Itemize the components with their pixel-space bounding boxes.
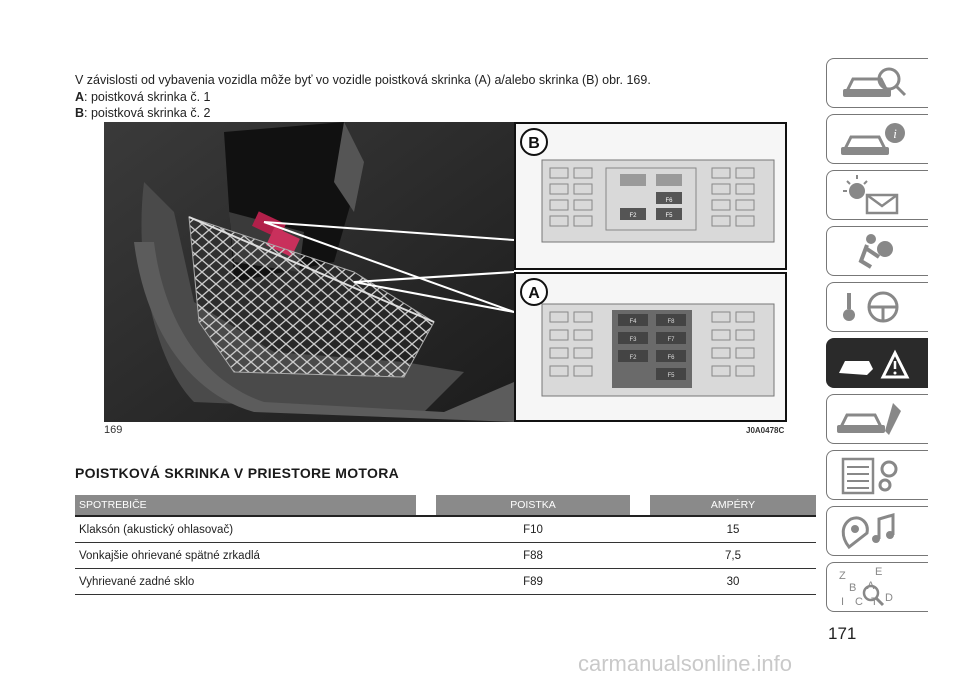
cell-fuse: F10 <box>436 516 630 543</box>
fuse-table <box>75 495 816 595</box>
cell-fuse: F88 <box>436 543 630 569</box>
legend-b-key: B <box>75 106 85 120</box>
fuse-box-b-panel <box>514 122 787 270</box>
trunk-photo <box>104 122 514 422</box>
technical-specs-icon <box>827 451 927 499</box>
fuse-label: F2 <box>629 355 637 361</box>
fuse-label: F6 <box>665 198 673 204</box>
warning-light-message-icon <box>827 171 927 219</box>
svg-text:A: A <box>867 580 875 592</box>
header-spacer <box>416 495 436 516</box>
car-dashboard-icon <box>827 59 927 107</box>
cell-amperes: 15 <box>650 516 816 543</box>
svg-text:C: C <box>855 596 863 608</box>
fuse-label: F5 <box>665 213 673 219</box>
fuse-label: F8 <box>667 319 675 325</box>
figure-code: J0A0478C <box>746 426 785 435</box>
cell-spacer <box>630 569 650 595</box>
tab-getting-to-know[interactable] <box>826 114 928 164</box>
legend-b <box>75 105 651 122</box>
multimedia-icon <box>827 507 927 555</box>
legend-a-key: A <box>75 89 85 104</box>
svg-text:E: E <box>875 566 883 578</box>
tab-starting-driving[interactable] <box>826 282 928 332</box>
tab-maintenance[interactable] <box>826 394 928 444</box>
cell-spacer <box>416 516 436 543</box>
tab-safety[interactable] <box>826 226 928 276</box>
cell-fuse: F89 <box>436 569 630 595</box>
cell-consumer: Vyhrievané zadné sklo <box>75 569 416 595</box>
header-amperes: AMPÉRY <box>650 495 816 516</box>
label-b: B <box>528 135 540 152</box>
intro-text <box>75 72 651 122</box>
cell-amperes: 30 <box>650 569 816 595</box>
key-steering-wheel-icon <box>827 283 927 331</box>
cell-spacer <box>416 569 436 595</box>
page-number: 171 <box>828 624 857 643</box>
fuse-box-figure <box>104 122 787 422</box>
svg-text:D: D <box>885 592 893 604</box>
fuse-label: F7 <box>667 337 675 343</box>
watermark: carmanualsonline.info <box>578 651 793 676</box>
section-title: POISTKOVÁ SKRINKA V PRIESTORE MOTORA <box>75 465 400 481</box>
tab-warning-lights[interactable] <box>826 170 928 220</box>
intro-line: V závislosti od vybavenia vozidla môže byť vo vozidle poistková skrinka (A) a/alebo skrinka (B) obr. 169. <box>75 73 651 87</box>
car-maintenance-icon <box>827 395 927 443</box>
tab-index[interactable] <box>826 562 928 612</box>
header-spacer <box>630 495 650 516</box>
svg-text:I: I <box>841 596 845 608</box>
fuse-label: F2 <box>629 213 637 219</box>
tab-technical-data[interactable] <box>826 450 928 500</box>
cell-consumer: Klaksón (akustický ohlasovač) <box>75 516 416 543</box>
legend-b-text: : poistková skrinka č. 2 <box>84 106 211 120</box>
cell-consumer: Vonkajšie ohrievané spätné zrkadlá <box>75 543 416 569</box>
fuse-box-a-panel <box>514 272 787 422</box>
header-consumers: SPOTREBIČE <box>75 495 416 516</box>
svg-text:T: T <box>871 596 878 608</box>
legend-a <box>75 89 651 106</box>
car-info-icon <box>827 115 927 163</box>
table-header-row <box>75 495 816 516</box>
tab-dashboard[interactable] <box>826 58 928 108</box>
tab-multimedia[interactable] <box>826 506 928 556</box>
fuse-label: F5 <box>667 373 675 379</box>
header-fuse: POISTKA <box>436 495 630 516</box>
svg-text:Z: Z <box>839 570 846 582</box>
label-a: A <box>528 285 540 302</box>
figure-number: 169 <box>104 424 123 436</box>
cell-spacer <box>630 516 650 543</box>
svg-text:B: B <box>849 582 857 594</box>
tab-in-an-emergency[interactable] <box>826 338 928 388</box>
table-row <box>75 516 816 543</box>
cell-amperes: 7,5 <box>650 543 816 569</box>
svg-text:i: i <box>893 126 897 141</box>
fuse-label: F4 <box>629 319 637 325</box>
table-row <box>75 569 816 595</box>
legend-a-text: : poistková skrinka č. 1 <box>84 89 211 104</box>
cell-spacer <box>416 543 436 569</box>
breakdown-warning-icon <box>827 339 927 387</box>
cell-spacer <box>630 543 650 569</box>
fuse-label: F3 <box>629 337 637 343</box>
alphabetical-index-icon <box>827 563 927 611</box>
table-row <box>75 543 816 569</box>
fuse-label: F6 <box>667 355 675 361</box>
airbag-passenger-icon <box>827 227 927 275</box>
